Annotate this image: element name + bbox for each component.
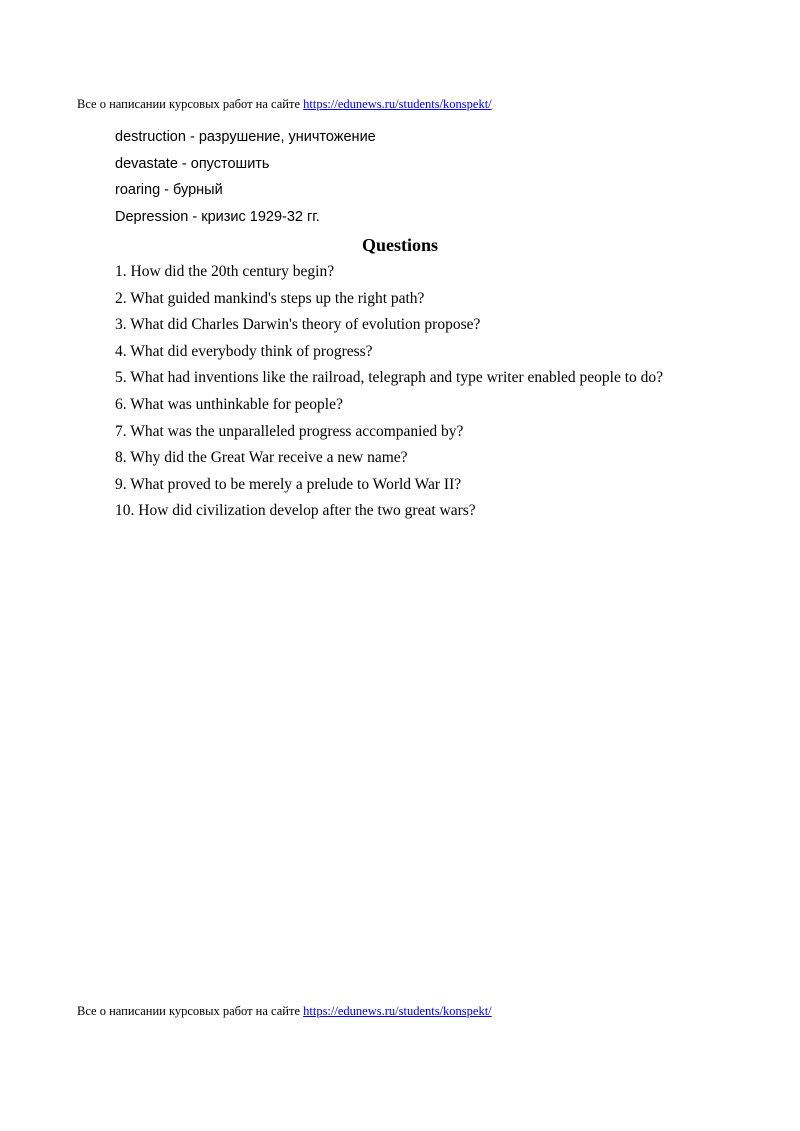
question-4: 4. What did everybody think of progress? xyxy=(115,342,373,360)
footer-link[interactable]: https://edunews.ru/students/konspekt/ xyxy=(303,1004,492,1018)
page-footer xyxy=(77,1003,492,1019)
question-9: 9. What proved to be merely a prelude to World War II? xyxy=(115,475,462,493)
question-1: 1. How did the 20th century begin? xyxy=(115,263,335,280)
vocabulary-list xyxy=(115,127,376,233)
vocab-item-depression: Depression - кризис 1929-32 гг. xyxy=(115,208,320,225)
header-link[interactable]: https://edunews.ru/students/konspekt/ xyxy=(303,97,492,111)
question-10: 10. How did civilization develop after the two great wars? xyxy=(115,502,476,520)
vocab-item-devastate: devastate - опустошить xyxy=(115,155,270,172)
header-text: Все о написании курсовых работ на сайте xyxy=(77,97,304,111)
question-6: 6. What was unthinkable for people? xyxy=(115,395,343,413)
vocab-item-roaring: roaring - бурный xyxy=(115,182,223,198)
question-5: 5. What had inventions like the railroad, telegraph and type writer enabled people to do? xyxy=(115,369,664,387)
question-3: 3. What did Charles Darwin's theory of evolution propose? xyxy=(115,316,481,334)
questions-list xyxy=(115,262,663,528)
question-8: 8. Why did the Great War receive a new name? xyxy=(115,449,408,467)
page-header xyxy=(77,96,492,112)
footer-text: Все о написании курсовых работ на сайте xyxy=(77,1004,304,1018)
questions-heading: Questions xyxy=(361,235,439,255)
vocab-item-destruction: destruction - разрушение, уничтожение xyxy=(115,129,376,145)
question-7: 7. What was the unparalleled progress accompanied by? xyxy=(115,422,464,440)
question-2: 2. What guided mankind's steps up the right path? xyxy=(115,289,425,307)
